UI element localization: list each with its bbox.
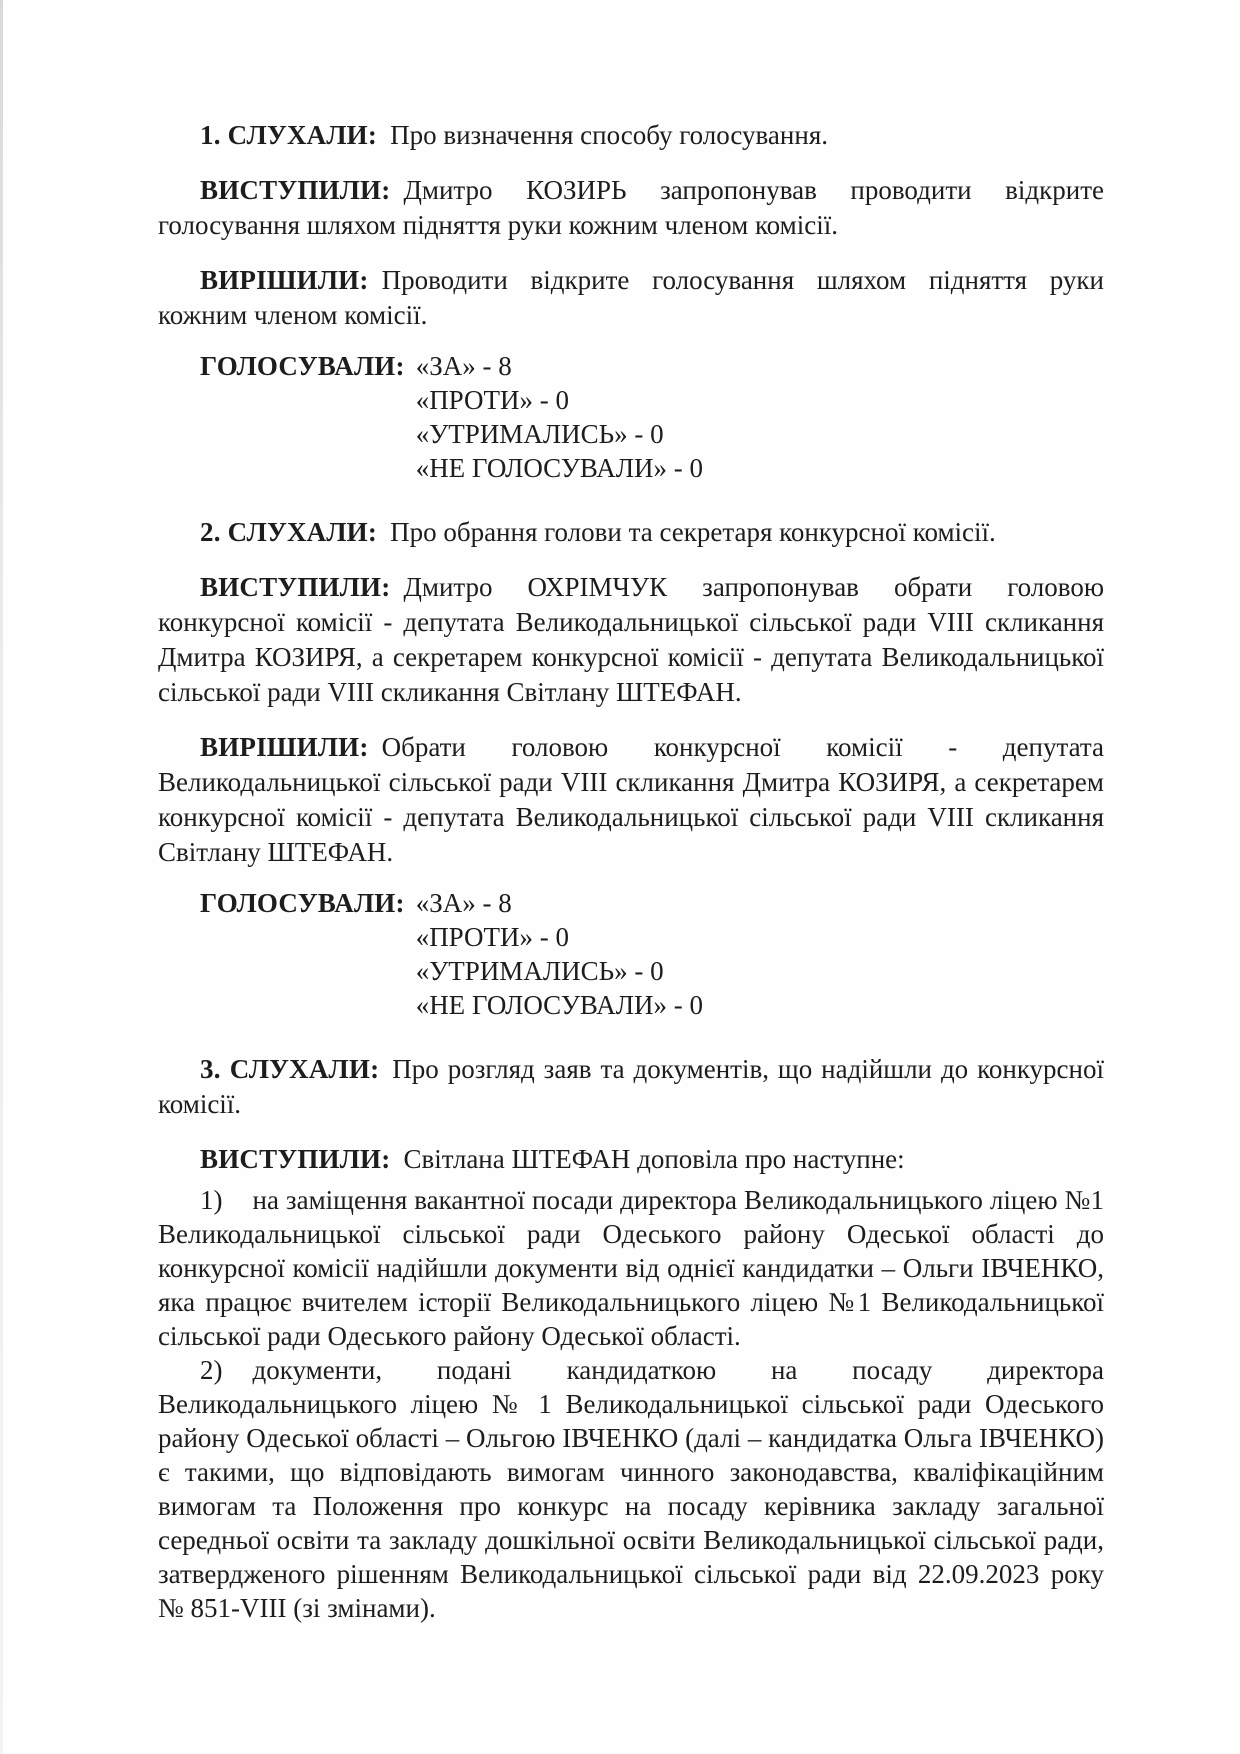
point-2-text: документи, подані кандидаткою на посаду директора Великодальницького ліцею № 1 Великодальницької сільської ради Одеського району Одеської області – Ольгою ІВЧЕНКО (далі – кандидатка Ольга ІВЧЕНКО) є такими, що відповідають вимогам чинного законодавства, кваліфікаційним вимогам та Положення про конкурс на посаду керівника закладу загальної середньої освіти та закладу дошкільної освіти Великодальницької сільської ради, затвердженого рішенням Великодальницької сільської ради від 22.09.2023 року № 851-VIII (зі змінами). <box>158 1355 1104 1623</box>
spoke-label: ВИСТУПИЛИ: <box>200 175 391 205</box>
decided-text: Проводити відкрите голосування шляхом підняття руки кожним членом комісії. <box>158 265 1104 330</box>
vote-result-abstained: «УТРИМАЛИСЬ» - 0 <box>415 419 664 449</box>
spoke-label: ВИСТУПИЛИ: <box>200 1144 391 1174</box>
agenda-item-2-voting-block <box>158 886 1104 1022</box>
vote-result-not-voted: «НЕ ГОЛОСУВАЛИ» - 0 <box>415 990 704 1020</box>
agenda-item-1-decided-paragraph <box>158 263 1104 333</box>
agenda-item-1-voting-block <box>158 349 1104 485</box>
agenda-item-1 <box>158 118 1104 485</box>
point-2-marker: 2) <box>200 1355 223 1385</box>
vote-results <box>416 349 703 485</box>
voting-label: ГОЛОСУВАЛИ: <box>200 351 405 381</box>
spoke-label: ВИСТУПИЛИ: <box>200 572 391 602</box>
agenda-item-2-heading-text: Про обрання голови та секретаря конкурсної комісії. <box>390 517 996 547</box>
agenda-item-3 <box>158 1052 1104 1625</box>
point-1-text: на заміщення вакантної посади директора Великодальницького ліцею №1 Великодальницької сільської ради Одеського району Одеської області до конкурсної комісії надійшли документи від однієї кандидатки – Ольги ІВЧЕНКО, яка працює вчителем історії Великодальницького ліцею №1 Великодальницької сільської ради Одеського району Одеської області. <box>158 1185 1104 1351</box>
agenda-item-2-heading-label: 2. СЛУХАЛИ: <box>200 517 378 547</box>
agenda-item-3-heading <box>158 1052 1104 1122</box>
agenda-item-3-heading-label: 3. СЛУХАЛИ: <box>200 1054 380 1084</box>
point-paragraph-2 <box>158 1353 1104 1625</box>
agenda-item-2-decided-paragraph <box>158 730 1104 870</box>
vote-result-not-voted: «НЕ ГОЛОСУВАЛИ» - 0 <box>415 453 704 483</box>
agenda-item-1-heading-text: Про визначення способу голосування. <box>390 120 828 150</box>
agenda-item-2 <box>158 515 1104 1022</box>
agenda-item-2-spoke-paragraph <box>158 570 1104 710</box>
spoke-text: Світлана ШТЕФАН доповіла про наступне: <box>403 1144 905 1174</box>
decided-label: ВИРІШИЛИ: <box>200 265 369 295</box>
decided-label: ВИРІШИЛИ: <box>200 732 369 762</box>
spoke-text: Дмитро ОХРІМЧУК запропонував обрати головою конкурсної комісії - депутата Великодальницької сільської ради VIII скликання Дмитра КОЗИРЯ, а секретарем конкурсної комісії - депутата Великодальницької сільської ради VIII скликання Світлану ШТЕФАН. <box>158 572 1104 707</box>
decided-text: Обрати головою конкурсної комісії - депутата Великодальницької сільської ради VIII скликання Дмитра КОЗИРЯ, а секретарем конкурсної комісії - депутата Великодальницької сільської ради VIII скликання Світлану ШТЕФАН. <box>158 732 1104 867</box>
agenda-item-1-heading <box>158 118 1104 153</box>
agenda-item-2-heading <box>158 515 1104 550</box>
vote-result-abstained: «УТРИМАЛИСЬ» - 0 <box>415 956 664 986</box>
voting-label: ГОЛОСУВАЛИ: <box>200 888 405 918</box>
vote-result-against: «ПРОТИ» - 0 <box>415 385 570 415</box>
agenda-item-3-points <box>158 1183 1104 1625</box>
agenda-item-1-spoke-paragraph <box>158 173 1104 243</box>
agenda-item-3-heading-text: Про розгляд заяв та документів, що надійшли до конкурсної комісії. <box>158 1054 1104 1119</box>
spoke-text: Дмитро КОЗИРЬ запропонував проводити відкрите голосування шляхом підняття руки кожним членом комісії. <box>158 175 1104 240</box>
vote-result-against: «ПРОТИ» - 0 <box>415 922 570 952</box>
vote-results <box>416 886 703 1022</box>
agenda-item-3-spoke-paragraph <box>158 1142 1104 1177</box>
point-paragraph-1 <box>158 1183 1104 1353</box>
vote-result-for: «ЗА» - 8 <box>415 888 512 918</box>
vote-result-for: «ЗА» - 8 <box>415 351 512 381</box>
point-1-marker: 1) <box>200 1185 223 1215</box>
agenda-item-1-heading-label: 1. СЛУХАЛИ: <box>200 120 378 150</box>
